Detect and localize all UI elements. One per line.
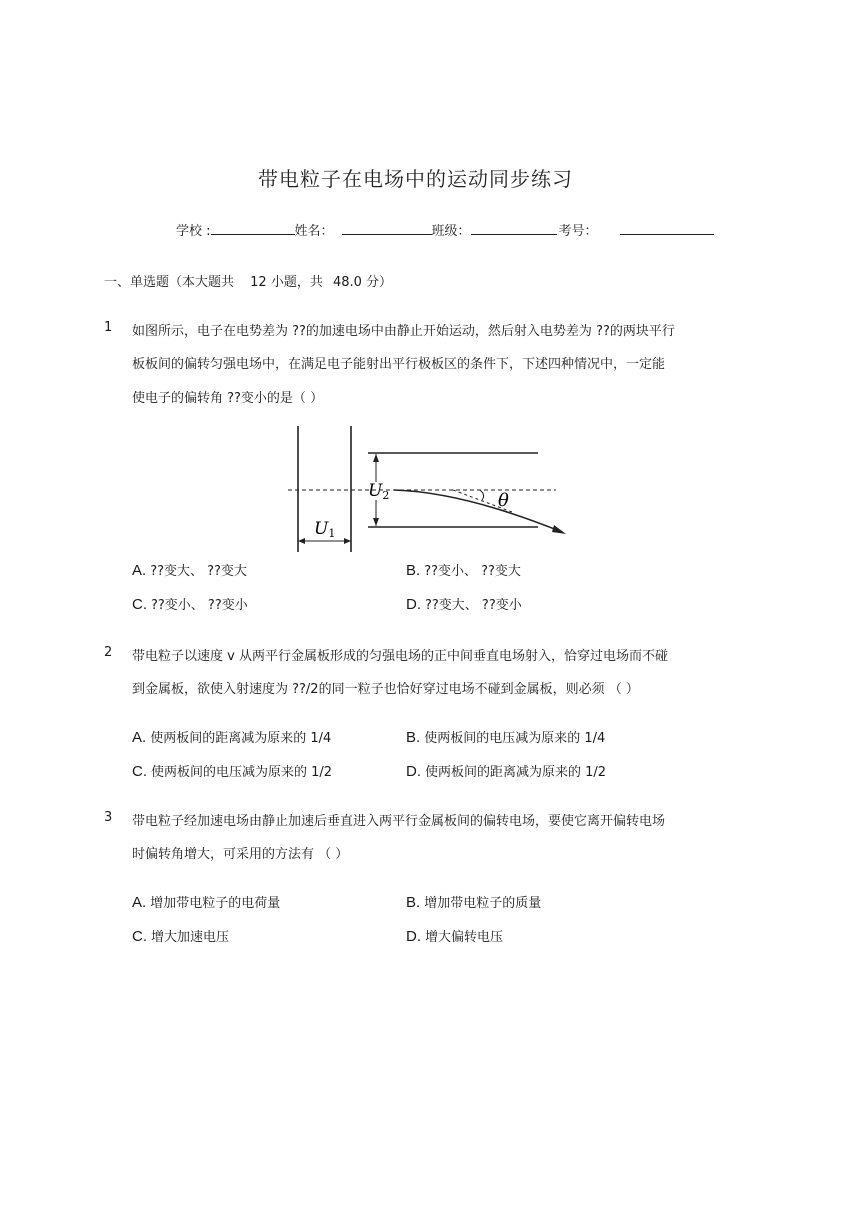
option-text: ??变小、 ??变小 bbox=[151, 598, 248, 613]
question-text-line: 板板间的偏转匀强电场中，在满足电子能射出平行极板区的条件下，下述四种情况中，一定能 bbox=[132, 357, 666, 372]
option-d[interactable] bbox=[406, 926, 503, 945]
option-text: 增加带电粒子的电荷量 bbox=[150, 896, 281, 911]
section-label: 一、单选题（本大题共 bbox=[104, 275, 235, 290]
option-letter: B. bbox=[406, 729, 421, 746]
question-text-line: 带电粒子以速度 v 从两平行金属板形成的匀强电场的正中间垂直电场射入，恰穿过电场而不碰 bbox=[132, 649, 668, 664]
option-text: 增大加速电压 bbox=[151, 930, 230, 945]
option-d[interactable] bbox=[406, 761, 606, 780]
question-number: 1 bbox=[104, 320, 113, 335]
option-text: 使两板间的电压减为原来的 1/2 bbox=[151, 765, 333, 780]
school-field[interactable] bbox=[211, 220, 295, 235]
option-b[interactable] bbox=[406, 892, 541, 911]
class-field[interactable] bbox=[471, 220, 557, 235]
option-b[interactable] bbox=[406, 727, 605, 746]
option-letter: A. bbox=[132, 894, 147, 911]
electron-deflection-diagram bbox=[288, 424, 568, 556]
class-label: 班级： bbox=[431, 224, 471, 239]
option-text: 使两板间的电压减为原来的 1/4 bbox=[424, 731, 606, 746]
option-letter: A. bbox=[132, 562, 147, 579]
option-text: ??变大、 ??变小 bbox=[425, 598, 522, 613]
question-number: 3 bbox=[104, 810, 113, 825]
question-text-line: 带电粒子经加速电场由静止加速后垂直进入两平行金属板间的偏转电场，要使它离开偏转电场 bbox=[132, 814, 666, 829]
theta-label: θ bbox=[498, 490, 509, 511]
section-header bbox=[104, 271, 392, 290]
option-letter: B. bbox=[406, 562, 421, 579]
option-letter: C. bbox=[132, 763, 147, 780]
option-letter: C. bbox=[132, 928, 147, 945]
option-letter: A. bbox=[132, 729, 147, 746]
question-text-line: 如图所示，电子在电势差为 ??的加速电场中由静止开始运动，然后射入电势差为 ??的两块平行 bbox=[132, 324, 675, 339]
option-a[interactable] bbox=[132, 727, 331, 746]
option-letter: D. bbox=[406, 928, 421, 945]
option-b[interactable] bbox=[406, 560, 521, 579]
option-text: ??变小、 ??变大 bbox=[424, 564, 521, 579]
option-letter: C. bbox=[132, 596, 147, 613]
name-field[interactable] bbox=[342, 220, 432, 235]
option-text: ??变大、 ??变大 bbox=[150, 564, 247, 579]
option-text: 增加带电粒子的质量 bbox=[424, 896, 542, 911]
u1-label: U1 bbox=[314, 519, 336, 540]
option-text: 使两板间的距离减为原来的 1/4 bbox=[150, 731, 332, 746]
school-label: 学校 : bbox=[176, 224, 211, 239]
exam-no-field[interactable] bbox=[620, 220, 714, 235]
section-count: 12 小题，共 bbox=[250, 275, 323, 290]
option-letter: B. bbox=[406, 894, 421, 911]
option-c[interactable] bbox=[132, 761, 332, 780]
question-text-line: 使电子的偏转角 ??变小的是（ ） bbox=[132, 391, 324, 406]
option-letter: D. bbox=[406, 596, 421, 613]
option-c[interactable] bbox=[132, 594, 248, 613]
section-score: 48.0 分） bbox=[332, 275, 393, 290]
option-c[interactable] bbox=[132, 926, 229, 945]
exam-no-label: 考号： bbox=[558, 224, 598, 239]
option-a[interactable] bbox=[132, 560, 247, 579]
option-text: 增大偏转电压 bbox=[425, 930, 504, 945]
u2-label: U2 bbox=[368, 481, 390, 502]
electron-trajectory bbox=[394, 490, 562, 532]
page-title: 带电粒子在电场中的运动同步练习 bbox=[258, 167, 573, 191]
option-d[interactable] bbox=[406, 594, 522, 613]
student-info-line bbox=[176, 220, 714, 239]
question-text-line: 时偏转角增大，可采用的方法有 （ ） bbox=[132, 847, 349, 862]
question-number: 2 bbox=[104, 645, 113, 660]
option-letter: D. bbox=[406, 763, 421, 780]
question-text-line: 到金属板，欲使入射速度为 ??/2的同一粒子也恰好穿过电场不碰到金属板，则必须 （ ） bbox=[132, 682, 639, 697]
name-label: 姓名： bbox=[294, 224, 334, 239]
option-text: 使两板间的距离减为原来的 1/2 bbox=[425, 765, 607, 780]
option-a[interactable] bbox=[132, 892, 280, 911]
